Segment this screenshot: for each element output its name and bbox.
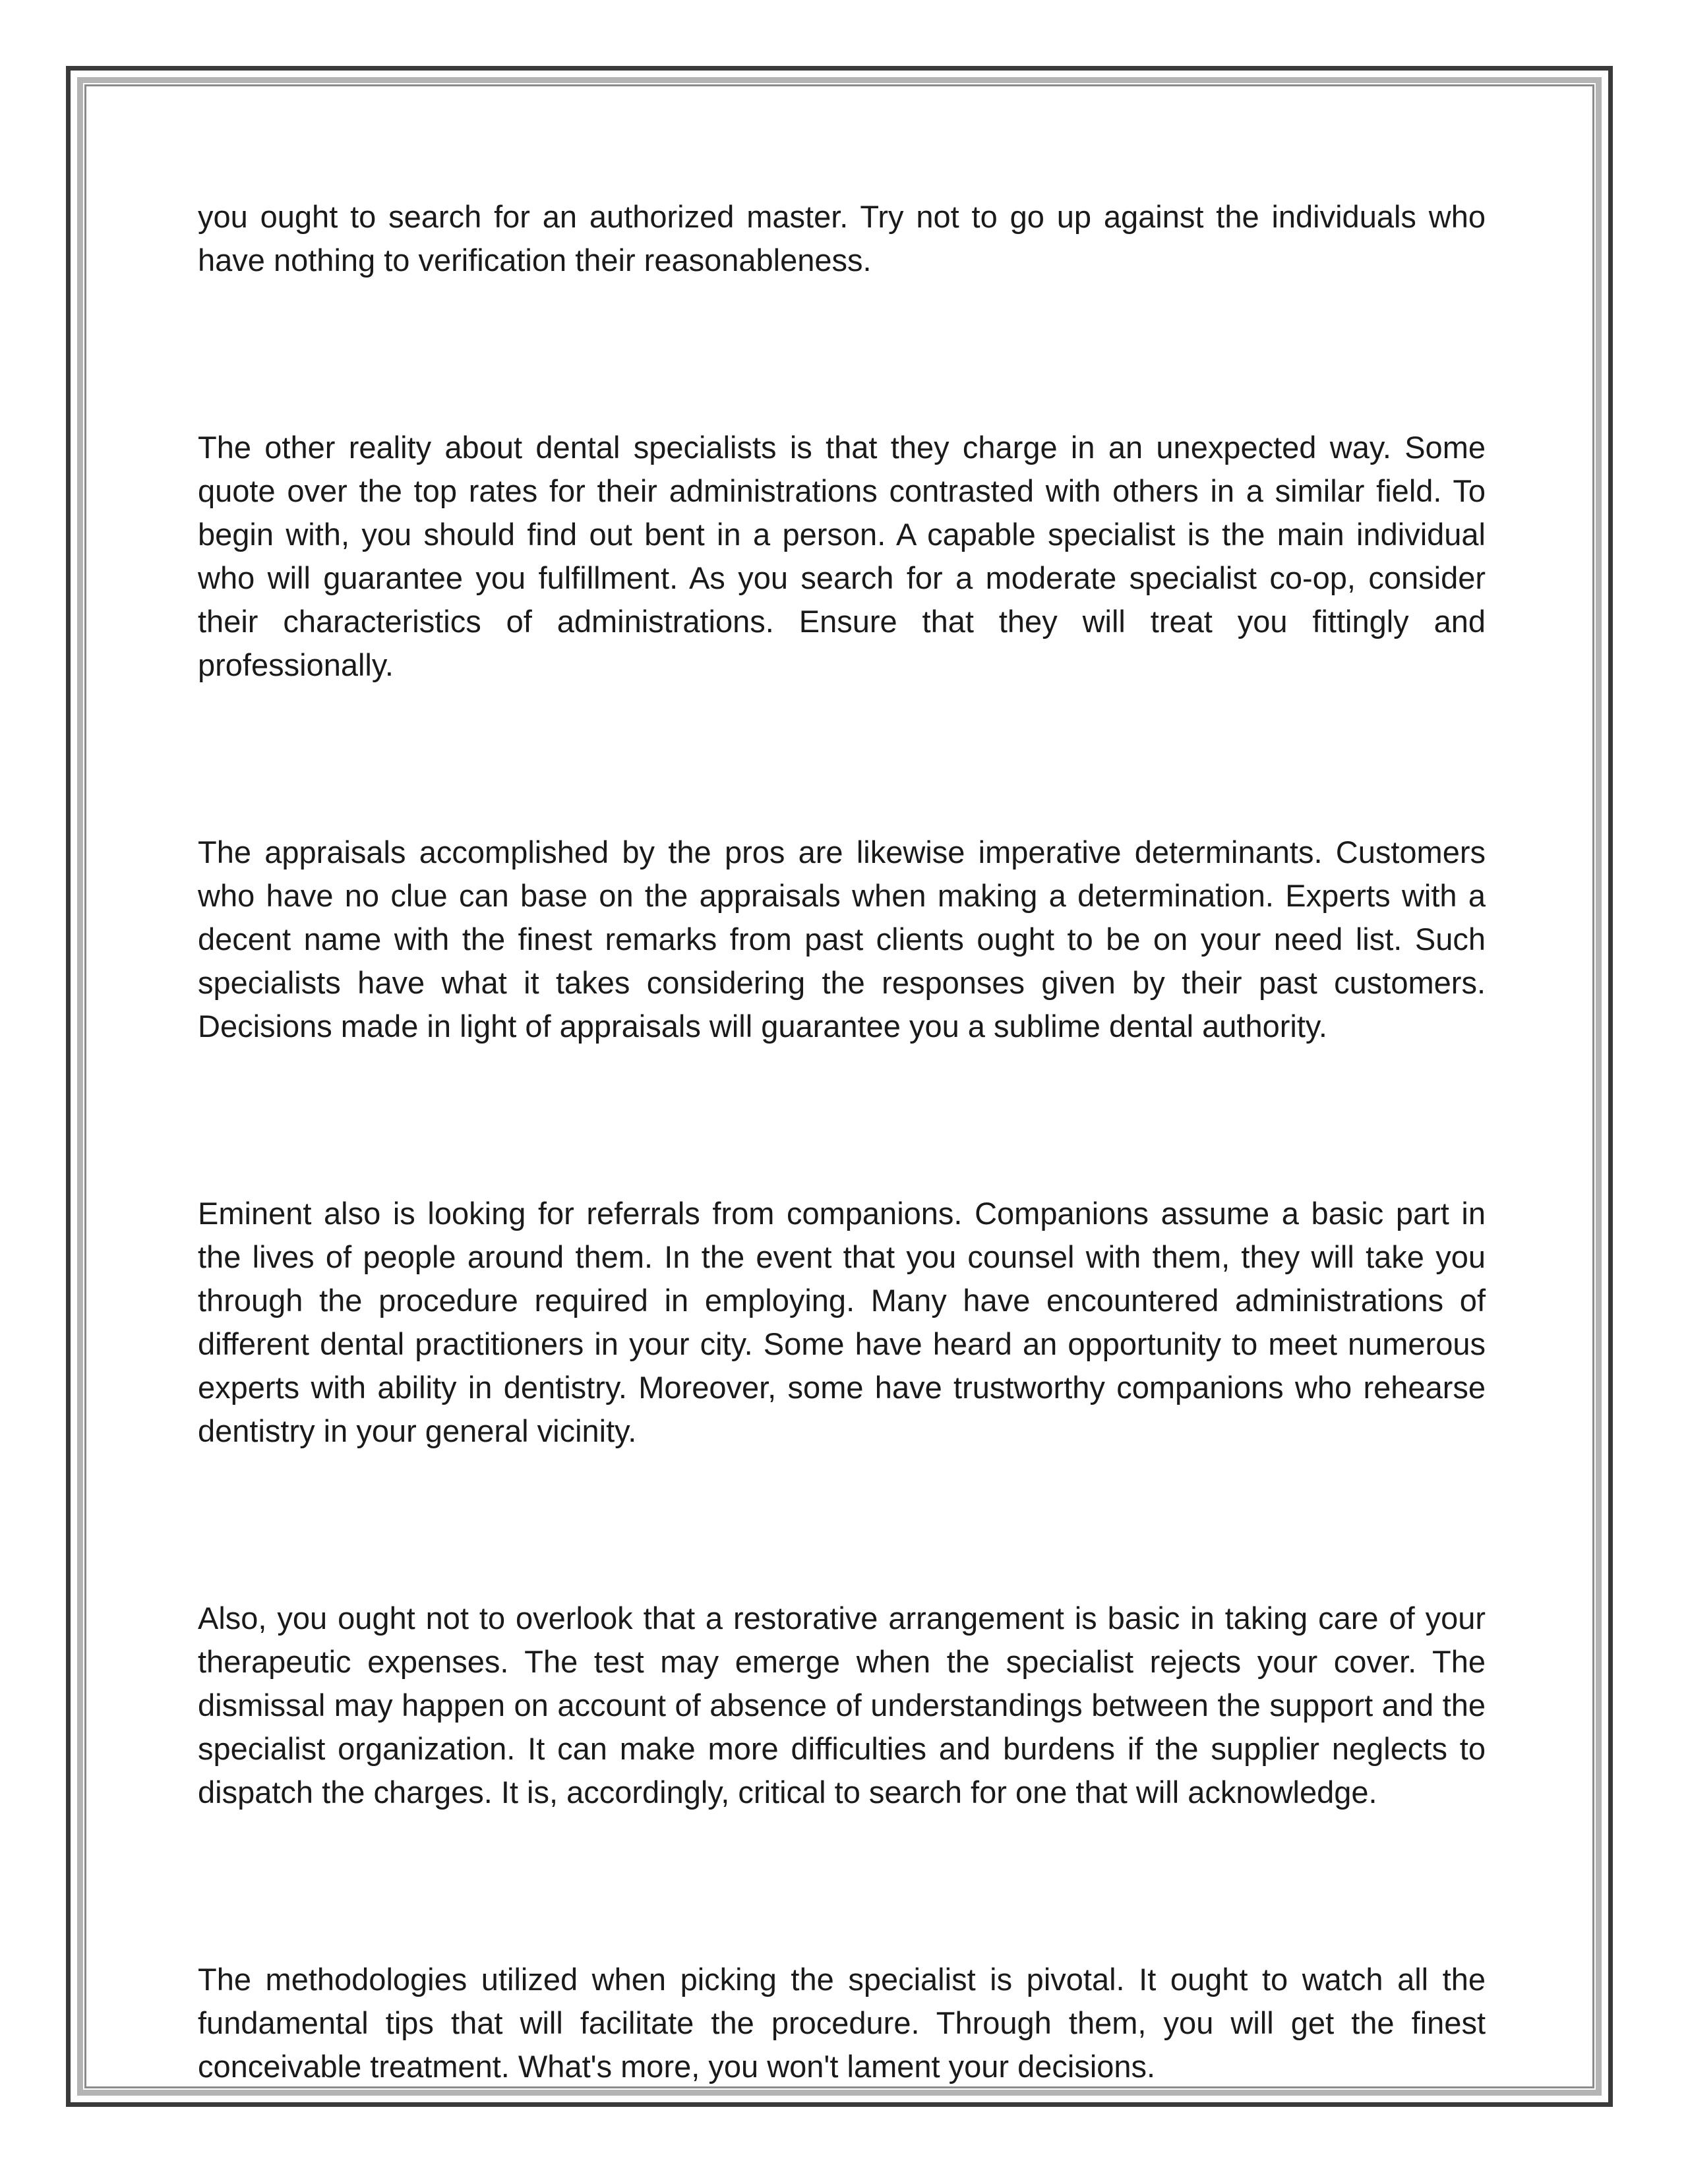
paragraph-1: you ought to search for an authorized master. Try not to go up against the individuals who have nothing to verification their reasonableness. xyxy=(198,199,1486,278)
paragraph-2: The other reality about dental specialists is that they charge in an unexpected way. Some quote over the top rates for their administrations contrasted with others in a similar field. To begin with, you should find out bent in a person. A capable specialist is the main individual who will guarantee you fulfillment. As you search for a moderate specialist co-op, consider their characteristics of administrations. Ensure that they will treat you fittingly and professionally. xyxy=(198,430,1486,682)
paragraph-4: Eminent also is looking for referrals from companions. Companions assume a basic part in the lives of people around them. In the event that you counsel with them, they will take you through the procedure required in employing. Many have encountered administrations of different dental practitioners in your city. Some have heard an opportunity to meet numerous experts with ability in dentistry. Moreover, some have trustworthy companions who rehearse dentistry in your general vicinity. xyxy=(198,1196,1486,1448)
document-body xyxy=(198,195,1486,2088)
paragraph-5: Also, you ought not to overlook that a restorative arrangement is basic in taking care of your therapeutic expenses. The test may emerge when the specialist rejects your cover. The dismissal may happen on account of absence of understandings between the support and the specialist organization. It can make more difficulties and burdens if the supplier neglects to dispatch the charges. It is, accordingly, critical to search for one that will acknowledge. xyxy=(198,1601,1486,1810)
paragraph-6: The methodologies utilized when picking the specialist is pivotal. It ought to watch all the fundamental tips that will facilitate the procedure. Through them, you will get the finest conceivable treatment. What's more, you won't lament your decisions. xyxy=(198,1962,1486,2084)
paragraph-3: The appraisals accomplished by the pros are likewise imperative determinants. Customers who have no clue can base on the appraisals when making a determination. Experts with a decent name with the finest remarks from past clients ought to be on your need list. Such specialists have what it takes considering the responses given by their past customers. Decisions made in light of appraisals will guarantee you a sublime dental authority. xyxy=(198,835,1486,1044)
